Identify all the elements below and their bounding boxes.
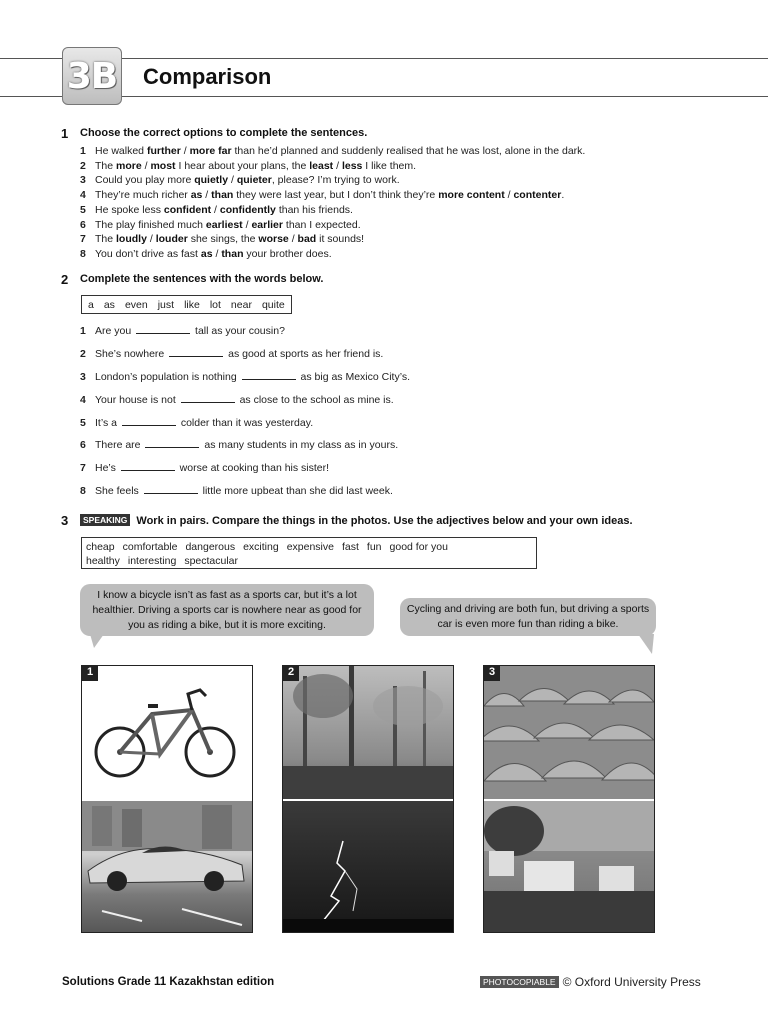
adjective-line-1	[86, 540, 532, 554]
lightning-image	[283, 801, 453, 933]
answer-option: earliest	[205, 218, 243, 231]
exercise-2-item: 7 He’s worse at cooking than his sister!	[80, 462, 330, 475]
exercise-1-item: 8 You don’t drive as fast as / than your brother does.	[80, 247, 332, 260]
photo-1	[81, 665, 253, 933]
item-number: 6	[80, 218, 86, 231]
exercise-1-item: 4 They’re much richer as / than they were last year, but I don’t think they’re more content / contenter.	[80, 189, 565, 202]
adjective-line-2	[86, 554, 532, 568]
page-title: Comparison	[143, 64, 272, 89]
exercise-2-item: 2 She’s nowhere as good at sports as her friend is.	[80, 347, 384, 360]
answer-option: contenter	[513, 189, 562, 202]
photocopiable-badge: PHOTOCOPIABLE	[480, 976, 559, 988]
adjective: cheap	[86, 541, 115, 553]
adjective: healthy	[86, 555, 120, 567]
adjective: good for you	[389, 541, 448, 553]
exercise-2-item: 4 Your house is not as close to the school as mine is.	[80, 393, 394, 406]
speech-bubble-2-text: Cycling and driving are both fun, but driving a sports car is even more fun than riding a bike.	[406, 603, 650, 630]
photo-2	[282, 665, 454, 933]
exercise-1-item: 3 Could you play more quietly / quieter, please? I’m trying to work.	[80, 174, 400, 187]
tents-image	[484, 666, 654, 799]
word-box	[81, 295, 292, 314]
word-box-word: quite	[261, 298, 285, 311]
adjective: interesting	[127, 555, 177, 567]
answer-option: louder	[155, 233, 188, 246]
item-number: 7	[80, 462, 86, 475]
item-number: 4	[80, 393, 86, 406]
exercise-1-item: 1 He walked further / more far than he’d planned and suddenly realised that he was lost, alone in the dark.	[80, 145, 586, 157]
word-box-word: even	[124, 298, 148, 311]
answer-option: more	[116, 159, 142, 172]
adjective: spectacular	[184, 555, 239, 567]
answer-option: earlier	[251, 218, 283, 231]
exercise-2-item: 6 There are as many students in my class as in yours.	[80, 439, 399, 452]
answer-option: quietly	[194, 174, 229, 187]
exercise-2-number: 2	[61, 272, 69, 287]
exercise-2-instruction: Complete the sentences with the words below.	[80, 273, 324, 285]
exercise-1-number: 1	[61, 126, 69, 141]
footer-book-title: Solutions Grade 11 Kazakhstan edition	[62, 976, 275, 988]
exercise-2-item: 3 London’s population is nothing as big as Mexico City’s.	[80, 370, 411, 383]
answer-option: bad	[297, 233, 317, 246]
adjective: exciting	[243, 541, 279, 553]
answer-blank	[121, 461, 175, 471]
answer-option: than	[211, 189, 234, 202]
speech-bubble-1	[80, 584, 374, 636]
speech-bubble-2-tail	[638, 634, 654, 654]
speech-bubble-2	[400, 598, 656, 636]
answer-blank	[122, 416, 176, 426]
item-number: 3	[80, 370, 86, 383]
answer-option: less	[341, 159, 363, 172]
adjective: fun	[366, 541, 382, 553]
answer-option: further	[146, 145, 181, 157]
item-number: 7	[80, 233, 86, 246]
sports-car-image	[82, 801, 252, 933]
forest-fire-image	[283, 666, 453, 799]
word-box-word: a	[88, 298, 94, 311]
exercise-2-item: 1 Are you tall as your cousin?	[80, 325, 285, 337]
word-box-word: near	[230, 298, 252, 311]
answer-option: quieter	[236, 174, 272, 187]
answer-blank	[136, 324, 190, 334]
item-number: 3	[80, 174, 86, 187]
adjective: expensive	[286, 541, 334, 553]
answer-blank	[242, 370, 296, 380]
speaking-badge: SPEAKING	[80, 514, 130, 526]
bicycle-image	[82, 666, 252, 801]
exercise-3-number: 3	[61, 513, 69, 528]
exercise-1-item: 5 He spoke less confident / confidently than his friends.	[80, 203, 353, 216]
answer-option: most	[150, 159, 176, 172]
speech-bubble-1-tail	[90, 634, 106, 648]
answer-option: least	[309, 159, 334, 172]
adjective: comfortable	[122, 541, 178, 553]
exercise-2-item: 8 She feels little more upbeat than she did last week.	[80, 485, 393, 498]
photo-3-number: 3	[484, 666, 500, 681]
word-box-word: lot	[209, 298, 221, 311]
item-number: 2	[80, 159, 86, 172]
coastal-village-image	[484, 801, 654, 933]
exercise-2-list	[80, 324, 410, 507]
answer-blank	[145, 438, 199, 448]
answer-option: as	[190, 189, 203, 202]
item-number: 5	[80, 416, 86, 429]
item-number: 2	[80, 347, 86, 360]
answer-option: than	[221, 247, 244, 260]
answer-option: worse	[258, 233, 289, 246]
item-number: 5	[80, 203, 86, 216]
photo-2-number: 2	[283, 666, 299, 681]
answer-blank	[169, 347, 223, 357]
answer-option: loudly	[116, 233, 147, 246]
item-number: 8	[80, 485, 86, 498]
photo-3	[483, 665, 655, 933]
exercise-1-item: 7 The loudly / louder she sings, the worse / bad it sounds!	[80, 233, 365, 246]
speech-bubble-1-text: I know a bicycle isn’t as fast as a sports car, but it’s a lot healthier. Driving a sports car is nowhere near as good for you as riding a bike, but it is more exciting.	[92, 589, 362, 631]
item-number: 1	[80, 325, 86, 337]
answer-blank	[181, 393, 235, 403]
exercise-1-list	[80, 144, 585, 262]
answer-option: more far	[189, 145, 232, 157]
exercise-1-item: 2 The more / most I hear about your plans, the least / less I like them.	[80, 159, 417, 172]
photo-1-number: 1	[82, 666, 98, 681]
answer-option: more content	[438, 189, 505, 202]
exercise-1-instruction: Choose the correct options to complete the sentences.	[80, 127, 368, 139]
answer-option: as	[200, 247, 213, 260]
answer-blank	[144, 484, 198, 494]
word-box-word: like	[184, 298, 200, 311]
answer-option: confidently	[219, 203, 276, 216]
unit-badge: 3B	[62, 47, 122, 105]
item-number: 1	[80, 145, 86, 157]
word-box-word: as	[103, 298, 115, 311]
word-box-word: just	[157, 298, 175, 311]
item-number: 4	[80, 189, 86, 202]
answer-option: confident	[163, 203, 212, 216]
adjective: fast	[341, 541, 359, 553]
exercise-1-item: 6 The play finished much earliest / earlier than I expected.	[80, 218, 361, 231]
exercise-3-instruction: Work in pairs. Compare the things in the photos. Use the adjectives below and your own ideas.	[136, 515, 633, 527]
adjective-box	[81, 537, 537, 569]
exercise-3-instruction-row	[80, 514, 633, 527]
footer-copyright: © Oxford University Press	[562, 975, 701, 989]
exercise-2-item: 5 It’s a colder than it was yesterday.	[80, 416, 314, 429]
item-number: 6	[80, 439, 86, 452]
footer-copyright-row	[480, 975, 701, 989]
adjective: dangerous	[185, 541, 236, 553]
item-number: 8	[80, 247, 86, 260]
